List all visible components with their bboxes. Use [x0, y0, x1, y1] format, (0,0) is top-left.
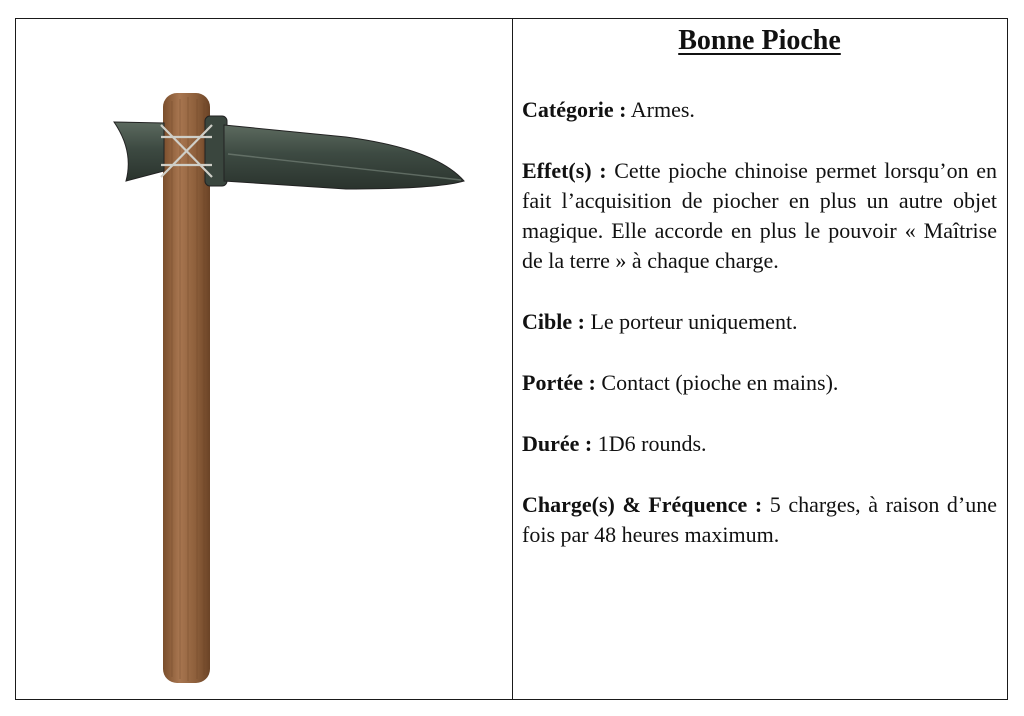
item-card — [15, 18, 1008, 700]
entry-label: Portée : — [522, 370, 596, 395]
entry-portee — [522, 368, 997, 398]
entry-value: Contact (pioche en mains). — [601, 370, 839, 395]
entry-effets — [522, 156, 997, 276]
entry-cible — [522, 307, 997, 337]
entry-value: 1D6 rounds. — [597, 431, 707, 456]
entry-charges-frequence — [522, 490, 997, 550]
pickaxe-handle — [163, 93, 210, 683]
entry-label: Catégorie : — [522, 97, 627, 122]
pickaxe-back-blade — [114, 122, 164, 181]
entry-duree — [522, 429, 997, 459]
item-image-cell — [16, 19, 513, 699]
entry-value: Armes. — [630, 97, 695, 122]
entry-label: Durée : — [522, 431, 593, 456]
entry-categorie — [522, 95, 997, 125]
entry-label: Cible : — [522, 309, 585, 334]
pickaxe-illustration — [16, 19, 511, 699]
entry-value: Cette pioche chinoise permet lorsqu’on en fait l’acquisition de piocher en plus un autre objet magique. Elle accorde en plus le pouvoir « Maîtrise de la terre » à chaque charge. — [522, 158, 997, 273]
entry-label: Effet(s) : — [522, 158, 607, 183]
entry-value: 5 charges, à raison d’une fois par 48 heures maximum. — [522, 492, 997, 547]
entry-label: Charge(s) & Fréquence : — [522, 492, 763, 517]
item-description — [513, 19, 1007, 699]
card-title: Bonne Pioche — [678, 25, 841, 56]
entry-value: Le porteur uniquement. — [590, 309, 798, 334]
